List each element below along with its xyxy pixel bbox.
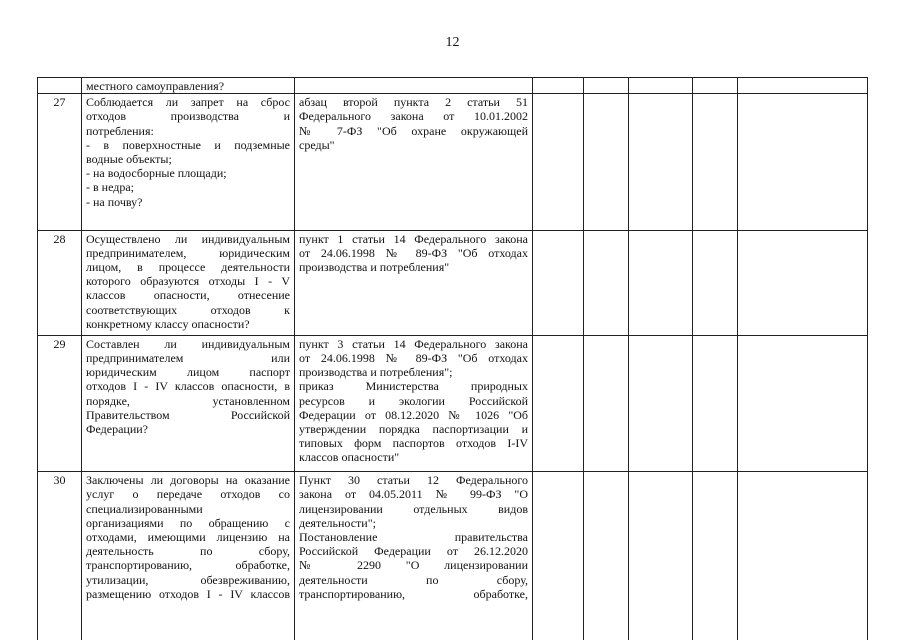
empty-cell <box>738 335 868 471</box>
question-line: - в поверхностные и подземные <box>86 137 290 152</box>
empty-cell <box>693 335 738 471</box>
question-line: юридическим лицом паспорт <box>86 365 290 380</box>
legal-reference-line: производства и потребления"; <box>299 365 453 380</box>
legal-reference-line: производства и потребления" <box>299 259 450 274</box>
question-line: Заключены ли договоры на оказание <box>86 473 290 488</box>
question-line: классов опасности, отнесение <box>86 288 290 303</box>
legal-reference-line: от 24.06.1998 № 89-ФЗ "Об отходах <box>299 350 528 365</box>
row-number: 27 <box>38 94 82 230</box>
legal-reference-line: утверждении порядка паспортизации и <box>299 422 528 436</box>
legal-reference-cell <box>295 335 533 471</box>
table-row <box>38 94 868 230</box>
legal-reference-line: Федерации от 08.12.2020 № 1026 "Об <box>299 407 528 422</box>
legal-reference-line: среды" <box>299 137 335 152</box>
row-number: 28 <box>38 230 82 335</box>
empty-cell <box>629 335 693 471</box>
question-line: Федерации? <box>86 422 148 436</box>
legal-reference-line: пункт 3 статьи 14 Федерального закона <box>299 336 528 351</box>
empty-cell <box>738 472 868 640</box>
empty-cell <box>533 335 584 471</box>
question-line: отходов I - IV классов опасности, в <box>86 379 290 394</box>
question-line: Составлен ли индивидуальным <box>86 336 290 351</box>
question-line: соответствующих отходов к <box>86 302 290 317</box>
empty-cell <box>584 94 629 230</box>
legal-reference-line: № 2290 "О лицензировании <box>299 558 528 573</box>
question-line: - на почву? <box>86 194 143 209</box>
table-row <box>38 335 868 471</box>
question-line: - в недра; <box>86 180 135 195</box>
legal-reference-line: типовых форм паспортов отходов I-IV <box>299 436 528 451</box>
row-number: 29 <box>38 335 82 471</box>
question-line: организациями по обращению с <box>86 515 290 530</box>
legal-reference-line: Постановление правительства <box>299 529 528 544</box>
question-line: лицом, в процессе деятельности <box>86 259 290 274</box>
question-cell <box>82 472 295 640</box>
question-cell <box>82 230 295 335</box>
legal-reference-line: Пункт 30 статьи 12 Федерального <box>299 473 528 488</box>
legal-reference-line: деятельности"; <box>299 515 376 530</box>
question-line: порядке, установленном <box>86 393 290 408</box>
question-line: предпринимателем или <box>86 350 290 365</box>
row-number <box>38 78 82 94</box>
question-line: Соблюдается ли запрет на сброс <box>86 95 290 110</box>
legal-reference-line: закона от 04.05.2011 № 99-ФЗ "О <box>299 487 528 502</box>
empty-cell <box>693 78 738 94</box>
table-row <box>38 230 868 335</box>
legal-reference-line: классов опасности" <box>299 450 400 465</box>
legal-reference-line: приказ Министерства природных <box>299 379 528 394</box>
legal-reference-line: деятельности по сбору, <box>299 572 528 587</box>
question-cell <box>82 94 295 230</box>
empty-cell <box>533 78 584 94</box>
question-line: водные объекты; <box>86 152 172 167</box>
legal-reference-line: транспортированию, обработке, <box>299 586 528 601</box>
question-line: Осуществлено ли индивидуальным <box>86 231 290 246</box>
legal-reference-line: ресурсов и экологии Российской <box>299 393 528 408</box>
empty-cell <box>629 472 693 640</box>
empty-cell <box>738 230 868 335</box>
question-line: услуг о передаче отходов со <box>86 487 290 502</box>
legal-reference-cell <box>295 230 533 335</box>
empty-cell <box>693 472 738 640</box>
question-line: которого образуются отходы I - V <box>86 274 290 289</box>
legal-reference-cell <box>295 78 533 94</box>
question-line: потребления: <box>86 123 154 138</box>
question-line: деятельность по сбору, <box>86 544 290 559</box>
empty-cell <box>693 94 738 230</box>
empty-cell <box>629 78 693 94</box>
empty-cell <box>584 78 629 94</box>
empty-cell <box>629 230 693 335</box>
legal-reference-line: пункт 1 статьи 14 Федерального закона <box>299 231 528 246</box>
question-line: предпринимателем, юридическим <box>86 245 290 260</box>
empty-cell <box>693 230 738 335</box>
question-line: утилизации, обезвреживанию, <box>86 572 290 587</box>
question-line: отходами, имеющими лицензию на <box>86 529 290 544</box>
empty-cell <box>584 335 629 471</box>
legal-reference-line: Федерального закона от 10.01.2002 <box>299 109 528 124</box>
legal-reference-line: Российской Федерации от 26.12.2020 <box>299 544 528 559</box>
empty-cell <box>533 94 584 230</box>
page-number: 12 <box>445 35 460 50</box>
question-line: - на водосборные площади; <box>86 166 227 181</box>
row-number: 30 <box>38 472 82 640</box>
legal-reference-cell <box>295 94 533 230</box>
empty-cell <box>738 94 868 230</box>
question-line: отходов производства и <box>86 109 290 124</box>
legal-reference-cell <box>295 472 533 640</box>
legal-reference-line: от 24.06.1998 № 89-ФЗ "Об отходах <box>299 245 528 260</box>
question-line: размещению отходов I - IV классов <box>86 586 290 601</box>
question-line: местного самоуправления? <box>86 79 225 93</box>
checklist-table <box>37 77 868 640</box>
question-line: Правительством Российской <box>86 407 290 422</box>
empty-cell <box>533 472 584 640</box>
question-line: специализированными <box>86 501 203 516</box>
table-row <box>38 78 868 94</box>
question-cell <box>82 78 295 94</box>
table-row <box>38 472 868 640</box>
empty-cell <box>584 472 629 640</box>
empty-cell <box>738 78 868 94</box>
legal-reference-line: лицензировании отдельных видов <box>299 501 528 516</box>
legal-reference-line: № 7-ФЗ "Об охране окружающей <box>299 123 528 138</box>
question-cell <box>82 335 295 471</box>
empty-cell <box>533 230 584 335</box>
legal-reference-line: абзац второй пункта 2 статьи 51 <box>299 95 528 110</box>
question-line: транспортированию, обработке, <box>86 558 290 573</box>
question-line: конкретному классу опасности? <box>86 316 250 331</box>
empty-cell <box>584 230 629 335</box>
empty-cell <box>629 94 693 230</box>
